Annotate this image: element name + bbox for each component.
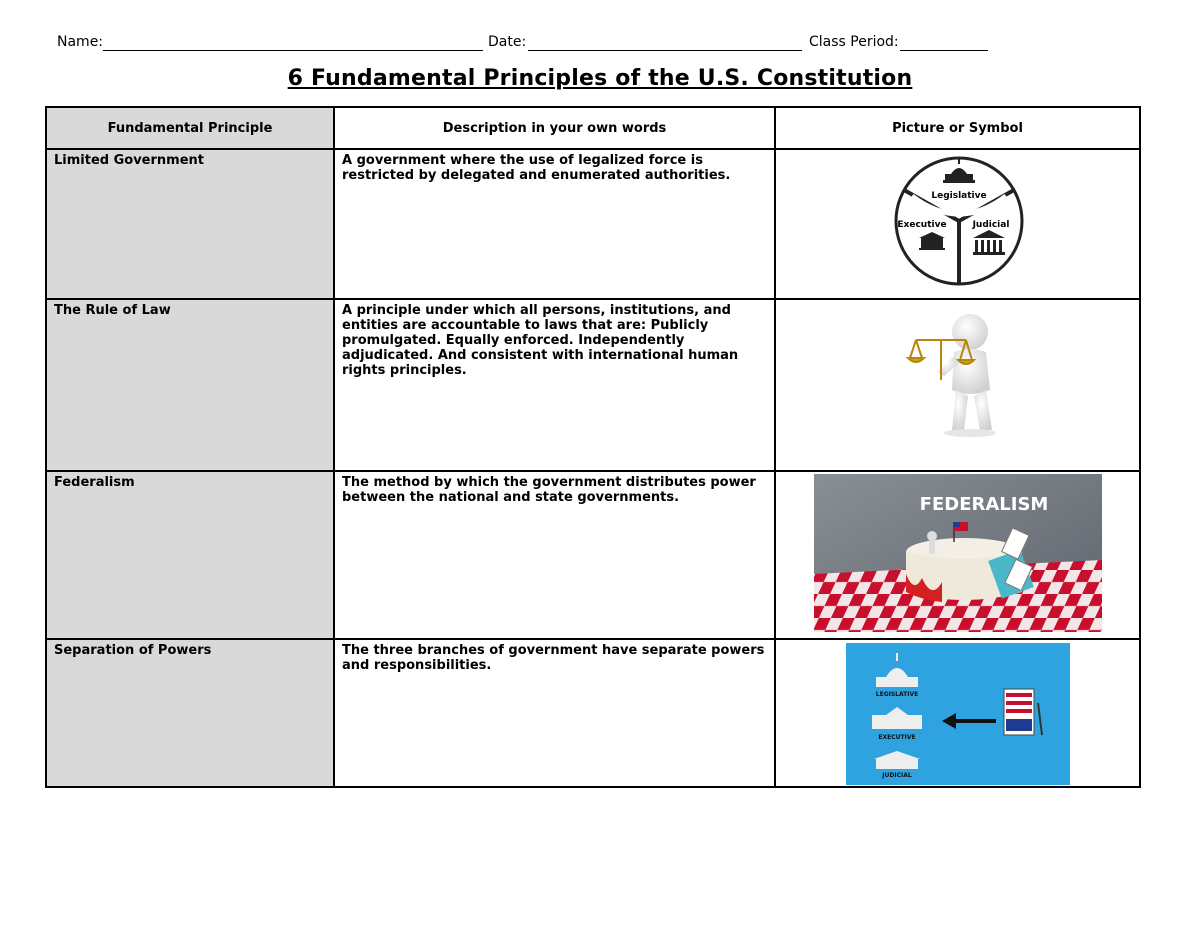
name-field[interactable] [103,50,483,51]
pie-label-legislative: Legislative [931,191,987,201]
table-row [46,471,1140,639]
description-cell[interactable]: A principle under which all persons, institutions, and entities are accountable to laws that are: Publicly promulgated. Equally enforced. Independently adjudicated. And consistent with international human rights principles. [334,299,775,471]
column-header-principle: Fundamental Principle [46,107,334,149]
federalism-cake-icon [814,474,1102,632]
page-title: 6 Fundamental Principles of the U.S. Constitution [287,66,913,91]
principles-table [45,106,1141,788]
column-header-description: Description in your own words [334,107,775,149]
column-header-picture: Picture or Symbol [775,107,1140,149]
table-row [46,299,1140,471]
principle-cell: Separation of Powers [46,639,334,787]
description-cell[interactable]: A government where the use of legalized force is restricted by delegated and enumerated authorities. [334,149,775,299]
description-cell[interactable]: The three branches of government have separate powers and responsibilities. [334,639,775,787]
table-row [46,639,1140,787]
description-cell[interactable]: The method by which the government distributes power between the national and state governments. [334,471,775,639]
principle-cell: Limited Government [46,149,334,299]
figure-with-scales-icon [906,310,1006,438]
class-period-field[interactable] [900,50,988,51]
branch-label-executive: EXECUTIVE [878,734,916,741]
branches-pie-icon [891,154,1027,288]
federalism-banner: FEDERALISM [919,494,1049,515]
principle-cell: The Rule of Law [46,299,334,471]
date-label: Date: [488,34,527,50]
table-row [46,149,1140,299]
class-period-label: Class Period: [809,34,899,50]
pie-label-executive: Executive [897,220,947,230]
date-field[interactable] [528,50,802,51]
principle-cell: Federalism [46,471,334,639]
picture-cell [775,149,1140,299]
name-label: Name: [57,34,104,50]
pie-label-judicial: Judicial [972,220,1010,230]
branch-label-legislative: LEGISLATIVE [875,691,919,698]
picture-cell [775,471,1140,639]
picture-cell [775,299,1140,471]
three-branches-icon [846,643,1070,785]
table-header-row [46,107,1140,149]
header-fields [57,34,997,56]
picture-cell [775,639,1140,787]
branch-label-judicial: JUDICIAL [882,772,912,779]
